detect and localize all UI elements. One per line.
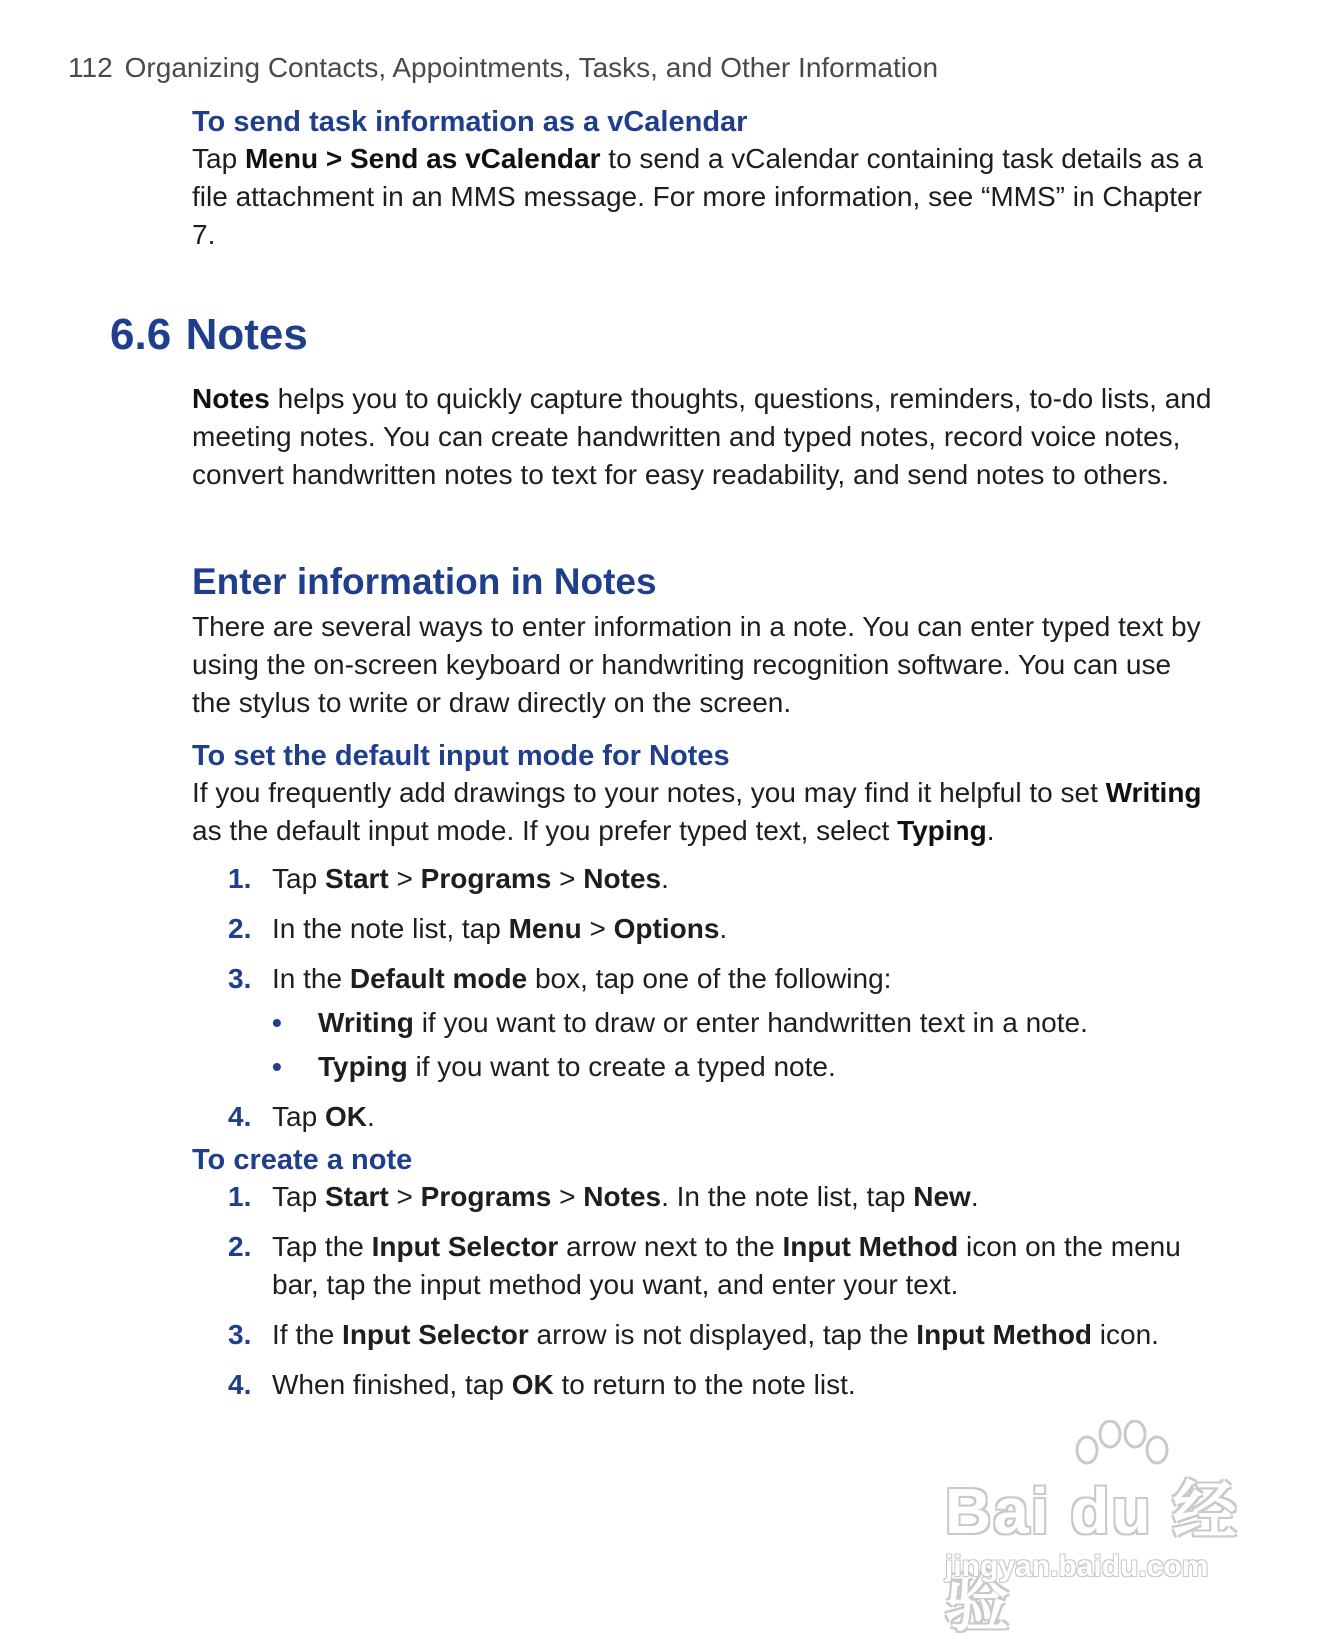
list-item: 2. In the note list, tap Menu > Options. bbox=[228, 913, 728, 944]
watermark-url: jingyan.baidu.com bbox=[945, 1550, 1209, 1583]
list-item: 4. When finished, tap OK to return to the note list. bbox=[228, 1369, 856, 1400]
running-head bbox=[68, 52, 938, 84]
list-item: 1. Tap Start > Programs > Notes. In the note list, tap New. bbox=[228, 1181, 979, 1212]
watermark-logo: Bai du 经验 bbox=[945, 1475, 1239, 1639]
list-item: 4. Tap OK. bbox=[228, 1101, 375, 1132]
default-mode-section bbox=[192, 738, 1212, 1148]
vcalendar-text: Tap Menu > Send as vCalendar to send a vCalendar containing task details as a file attachment in an MMS message. For more information, see “MMS” in Chapter 7. bbox=[192, 143, 1203, 250]
list-item: 3. In the Default mode box, tap one of the following: • Writing if you want to draw or enter handwritten text in a note. • Typing if you want to create a typed note. bbox=[192, 960, 1212, 1086]
list-item: 3. If the Input Selector arrow is not displayed, tap the Input Method icon. bbox=[228, 1319, 1159, 1350]
chapter-title: Organizing Contacts, Appointments, Tasks, and Other Information bbox=[124, 52, 939, 83]
mode-options bbox=[272, 1004, 1212, 1086]
section-heading bbox=[110, 310, 308, 360]
notes-intro: Notes helps you to quickly capture thoughts, questions, reminders, to-do lists, and meeting notes. You can create handwritten and typed notes, record voice notes, convert handwritten notes to text for easy readability, and send notes to others. bbox=[192, 383, 1212, 490]
section-title: Notes bbox=[185, 310, 308, 359]
default-mode-steps bbox=[192, 860, 1212, 1136]
enter-info-heading: Enter information in Notes bbox=[192, 561, 657, 602]
create-note-heading: To create a note bbox=[192, 1144, 413, 1176]
list-item: 1. Tap Start > Programs > Notes. bbox=[228, 863, 669, 894]
default-mode-heading: To set the default input mode for Notes bbox=[192, 740, 730, 772]
enter-info-text: There are several ways to enter information in a note. You can enter typed text by using the on-screen keyboard or handwriting recognition software. You can use the stylus to write or draw directly on the screen. bbox=[192, 611, 1201, 718]
create-note-steps bbox=[192, 1178, 1212, 1404]
vcalendar-section bbox=[192, 104, 1212, 254]
list-item: • Writing if you want to draw or enter handwritten text in a note. bbox=[272, 1004, 1212, 1042]
default-mode-text: If you frequently add drawings to your notes, you may find it helpful to set Writing as the default input mode. If you prefer typed text, select Typing. bbox=[192, 777, 1202, 846]
bullet-icon: • bbox=[272, 1051, 282, 1082]
section-number: 6.6 bbox=[110, 310, 172, 359]
watermark bbox=[945, 1420, 1275, 1639]
vcalendar-heading: To send task information as a vCalendar bbox=[192, 106, 748, 138]
create-note-section bbox=[192, 1142, 1212, 1416]
page-number: 112 bbox=[68, 52, 113, 83]
bullet-icon: • bbox=[272, 1007, 282, 1038]
enter-info-section bbox=[192, 560, 1212, 722]
list-item: 2. Tap the Input Selector arrow next to the Input Method icon on the menu bar, tap the input method you want, and enter your text. bbox=[228, 1231, 1181, 1300]
list-item: • Typing if you want to create a typed note. bbox=[272, 1048, 1212, 1086]
